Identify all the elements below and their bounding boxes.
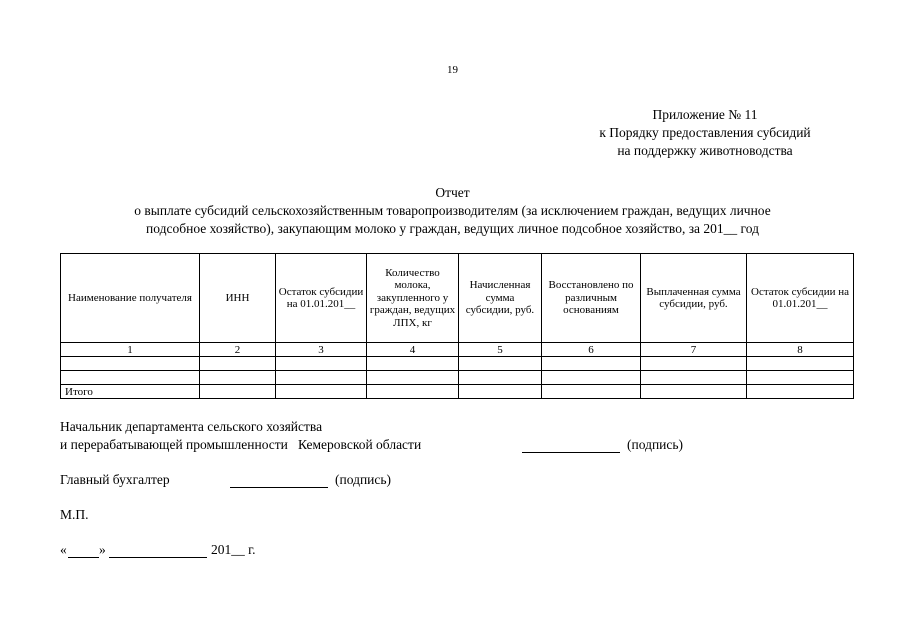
- column-header: Наименование получателя: [61, 254, 200, 343]
- table-cell: [542, 371, 641, 385]
- accountant-signature-line[interactable]: [230, 471, 328, 488]
- table-cell: [459, 385, 542, 399]
- total-label: Итого: [61, 385, 200, 399]
- column-number: 3: [276, 343, 367, 357]
- column-header: Восстановлено по различным основаниям: [542, 254, 641, 343]
- title-line-1: Отчет: [435, 185, 470, 200]
- column-header: Остаток субсидии на 01.01.201__: [276, 254, 367, 343]
- table-cell: [747, 385, 854, 399]
- title-line-3: подсобное хозяйство), закупающим молоко у граждан, ведущих личное подсобное хозяйство, за 201__ год: [146, 221, 759, 236]
- column-number-row: [61, 343, 854, 357]
- appendix-line-3: на поддержку животноводства: [617, 143, 793, 158]
- column-header: Начисленная сумма субсидии, руб.: [459, 254, 542, 343]
- table-cell: [367, 385, 459, 399]
- table-cell: [542, 385, 641, 399]
- table-header-row: [61, 254, 854, 343]
- table-cell: [641, 357, 747, 371]
- head-signature-title-2: и перерабатывающей промышленности Кемеровской области: [60, 437, 422, 452]
- table-cell: [542, 357, 641, 371]
- date-day-line[interactable]: [68, 541, 99, 558]
- table-cell: [276, 357, 367, 371]
- appendix-line-2: к Порядку предоставления субсидий: [599, 125, 811, 140]
- table-cell: [200, 371, 276, 385]
- column-number: 6: [542, 343, 641, 357]
- column-header: ИНН: [200, 254, 276, 343]
- table-cell: [641, 385, 747, 399]
- column-header: Остаток субсидии на 01.01.201__: [747, 254, 854, 343]
- table-cell: [641, 371, 747, 385]
- table-cell: [367, 357, 459, 371]
- table-cell: [459, 371, 542, 385]
- title-line-2: о выплате субсидий сельскохозяйственным товаропроизводителям (за исключением граждан, ведущих личное: [134, 203, 771, 218]
- column-header: Количество молока, закупленного у граждан, ведущих ЛПХ, кг: [367, 254, 459, 343]
- accountant-signature-caption: (подпись): [335, 472, 392, 487]
- table-cell: [747, 371, 854, 385]
- report-title: [40, 184, 865, 238]
- table-cell: [200, 385, 276, 399]
- accountant-title: Главный бухгалтер: [60, 472, 170, 487]
- table-cell: [459, 357, 542, 371]
- column-header: Выплаченная сумма субсидии, руб.: [641, 254, 747, 343]
- date-open-quote: «: [60, 542, 67, 557]
- page-number: 19: [447, 64, 458, 76]
- date-close-quote: »: [99, 542, 106, 557]
- table-cell: [61, 357, 200, 371]
- column-number: 7: [641, 343, 747, 357]
- date-month-line[interactable]: [109, 541, 207, 558]
- table-row: [61, 371, 854, 385]
- head-signature-title-1: Начальник департамента сельского хозяйства: [60, 419, 323, 434]
- date-year: 201__ г.: [211, 542, 256, 557]
- report-table: [60, 253, 854, 399]
- head-signature-line[interactable]: [522, 436, 620, 453]
- table-row: [61, 357, 854, 371]
- table-cell: [747, 357, 854, 371]
- table-cell: [276, 371, 367, 385]
- column-number: 2: [200, 343, 276, 357]
- appendix-header: [560, 106, 850, 160]
- stamp-place: М.П.: [60, 507, 89, 522]
- column-number: 1: [61, 343, 200, 357]
- total-row: [61, 385, 854, 399]
- head-signature-caption: (подпись): [627, 437, 684, 452]
- column-number: 8: [747, 343, 854, 357]
- column-number: 5: [459, 343, 542, 357]
- table-cell: [200, 357, 276, 371]
- table-cell: [61, 371, 200, 385]
- column-number: 4: [367, 343, 459, 357]
- table-cell: [367, 371, 459, 385]
- table-cell: [276, 385, 367, 399]
- appendix-line-1: Приложение № 11: [652, 107, 758, 122]
